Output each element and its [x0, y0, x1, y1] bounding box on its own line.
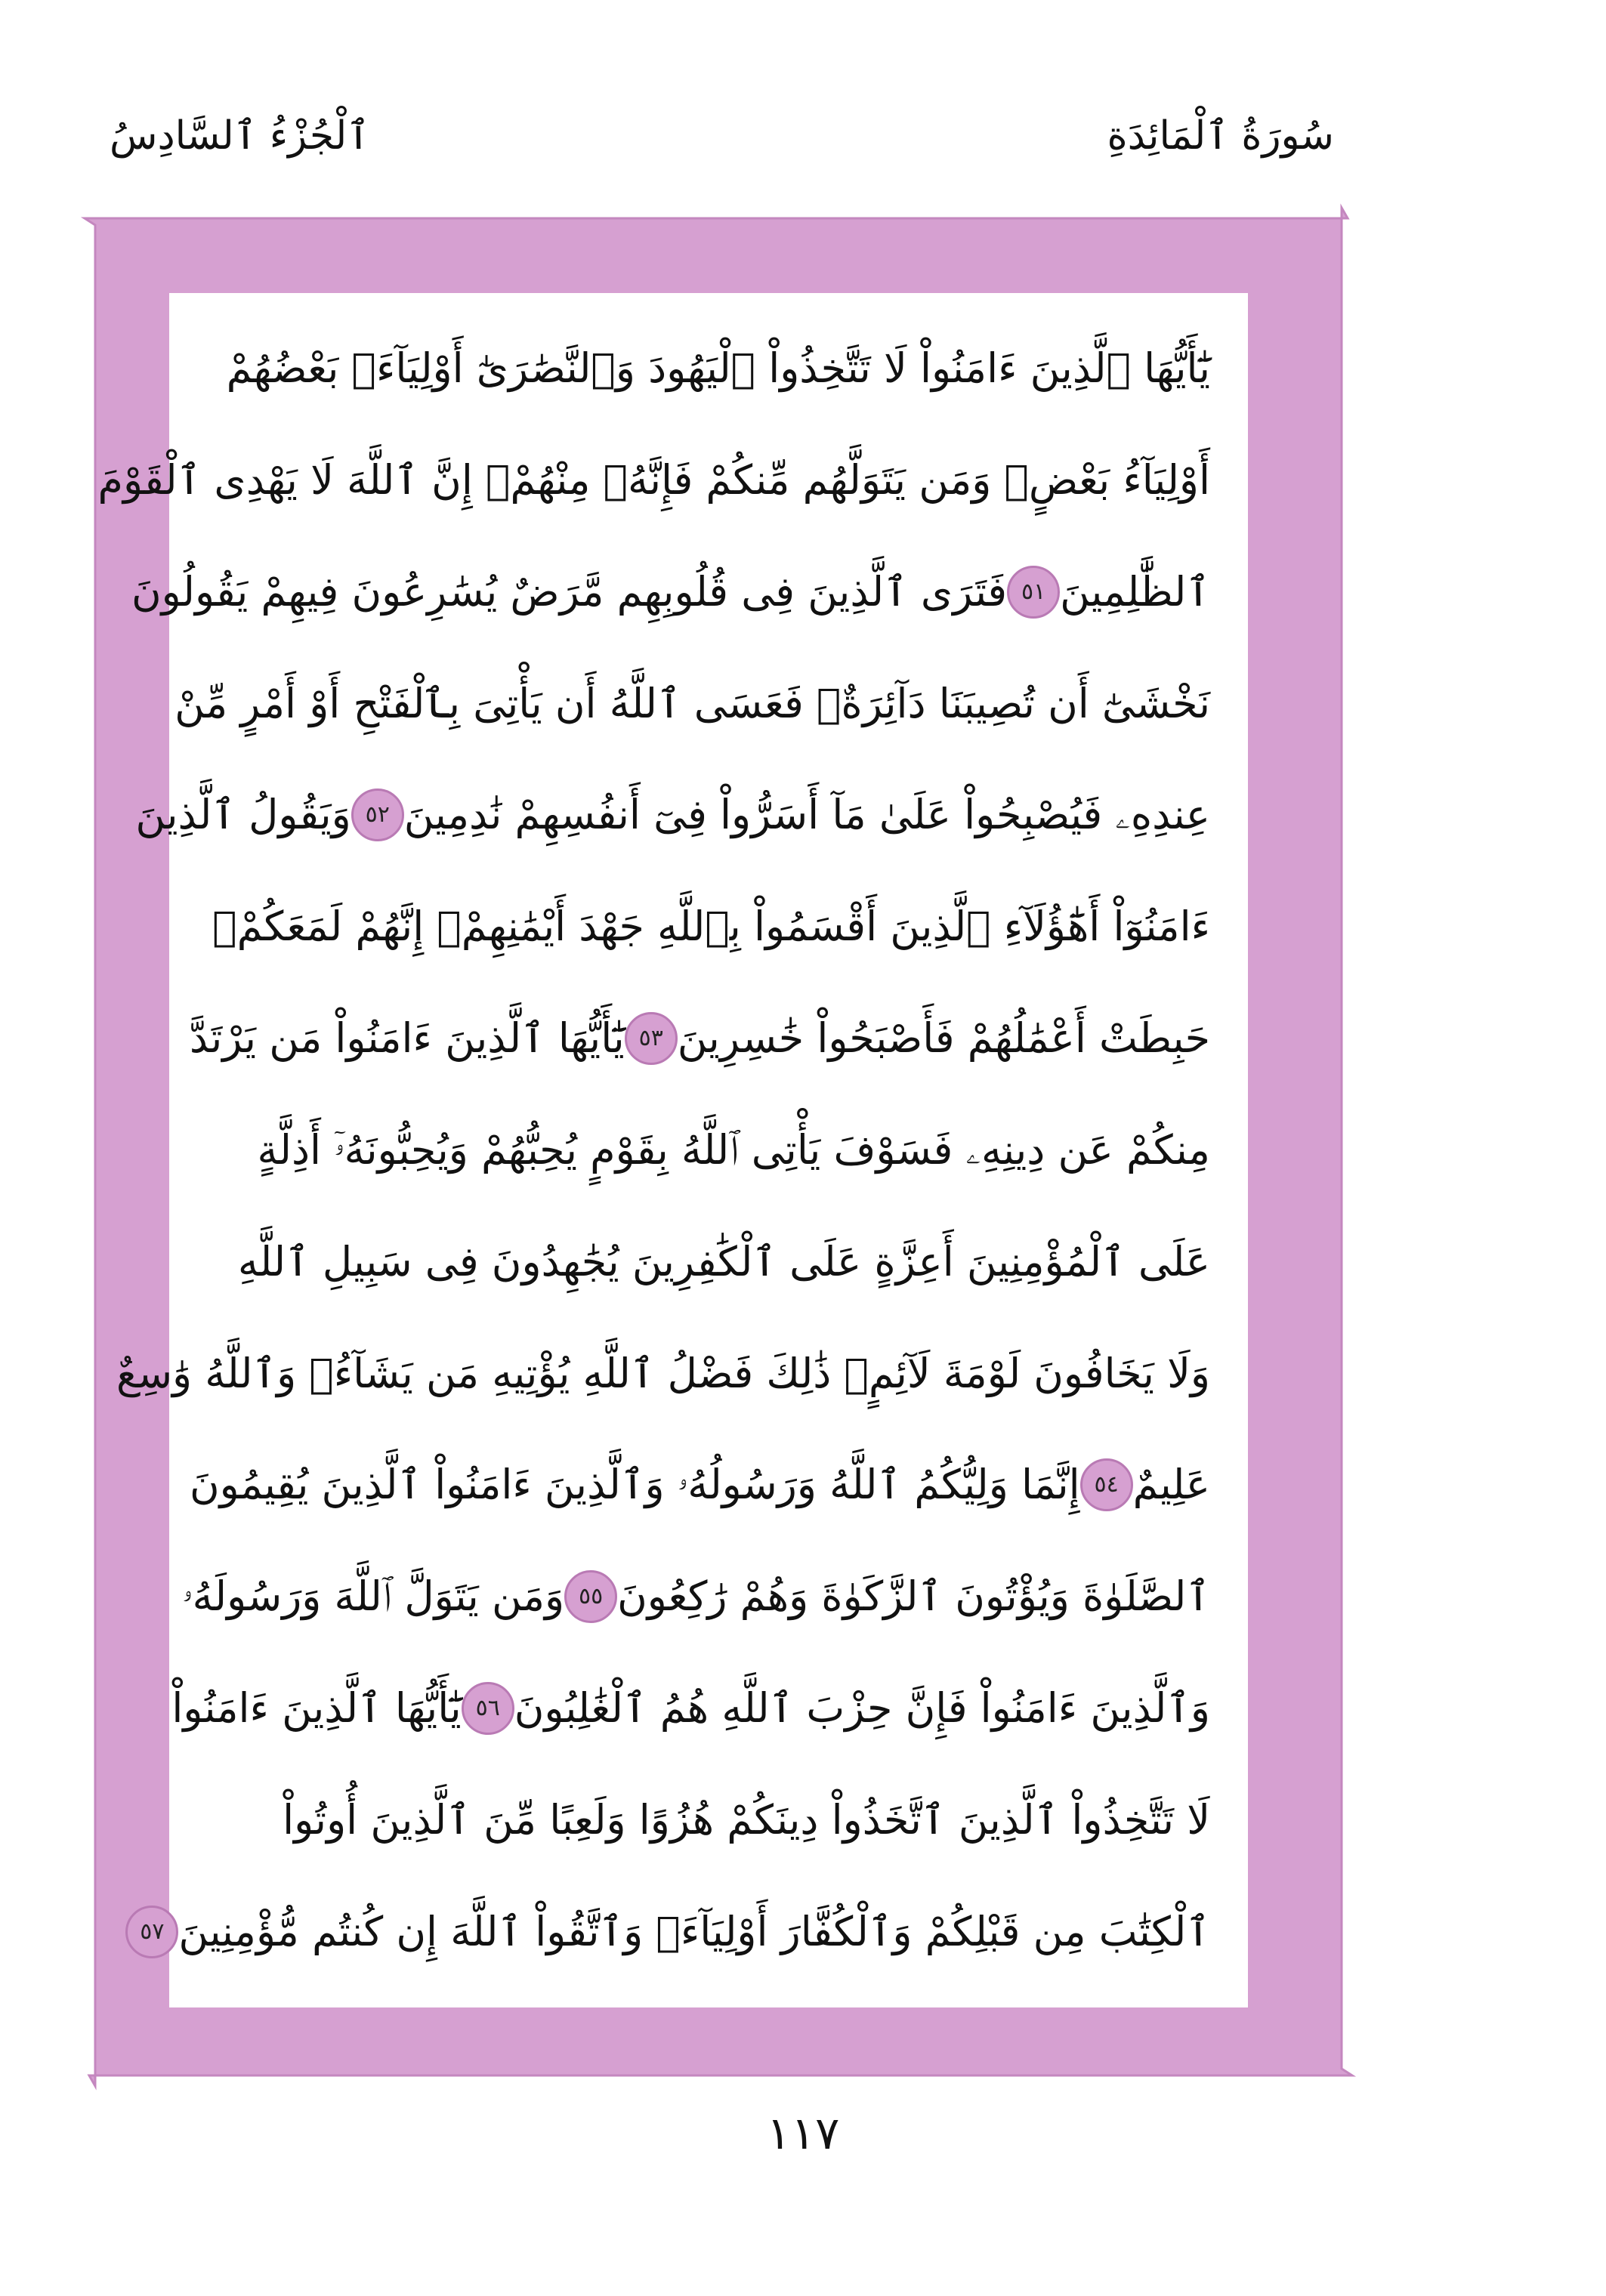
- ayah-number-marker: ٥٥: [564, 1570, 617, 1623]
- verse-line: [97, 435, 1210, 526]
- verse-line: [182, 1551, 1210, 1642]
- verse-line: [207, 1775, 1210, 1866]
- verse-text: أَوْلِيَآءُ بَعْضٍۚ وَمَن يَتَوَلَّهُم مِّنكُمْ فَإِنَّهُۥ مِنْهُمْۗ إِنَّ ٱللَّهَ لَا يَهْدِى ٱلْقَوْمَ: [97, 455, 1210, 504]
- verse-text: ءَامَنُوٓاْ أَهَٰٓؤُلَآءِ ٱلَّذِينَ أَقْسَمُواْ بِٱللَّهِ جَهْدَ أَيْمَٰنِهِمْۙ إِنَّهُمْ لَمَعَكُمْۚ: [212, 903, 1210, 951]
- verse-text: ٱلْكِتَٰبَ مِن قَبْلِكُمْ وَٱلْكُفَّارَ أَوْلِيَآءَۚ وَٱتَّقُواْ ٱللَّهَ إِن كُنتُم مُّؤْمِنِينَ: [178, 1907, 1210, 1955]
- verse-text: وَلَا يَخَافُونَ لَوْمَةَ لَآئِمٍۚ ذَٰلِكَ فَضْلُ ٱللَّهِ يُؤْتِيهِ مَن يَشَآءُۚ وَٱللَّهُ وَٰسِعٌ: [116, 1349, 1210, 1397]
- verse-line: [207, 881, 1210, 972]
- surah-name-header: سُورَةُ ٱلْمَائِدَةِ: [1107, 113, 1334, 159]
- verse-lines: [97, 323, 1210, 1977]
- verse-text: فَتَرَى ٱلَّذِينَ فِى قُلُوبِهِم مَّرَضٌ يُسَٰرِعُونَ فِيهِمْ يَقُولُونَ: [131, 567, 1008, 616]
- verse-text: إِنَّمَا وَلِيُّكُمُ ٱللَّهُ وَرَسُولُهُۥ وَٱلَّذِينَ ءَامَنُواْ ٱلَّذِينَ يُقِيمُونَ: [189, 1461, 1080, 1509]
- verse-line: [207, 1217, 1210, 1307]
- verse-text: عَلِيمٌ: [1132, 1461, 1210, 1509]
- ayah-number-marker: ٥٧: [125, 1906, 178, 1958]
- verse-line: [131, 547, 1210, 637]
- ayah-number-marker: ٥٦: [462, 1682, 514, 1735]
- verse-text: نَخْشَىٰٓ أَن تُصِيبَنَا دَآئِرَةٌۚ فَعَسَى ٱللَّهُ أَن يَأْتِىَ بِٱلْفَتْحِ أَوْ أَمْرٍ مِّنْ: [174, 679, 1210, 727]
- verse-line: [174, 659, 1210, 749]
- ayah-number-marker: ٥٢: [351, 788, 404, 841]
- verse-line: [140, 1887, 1210, 1977]
- verse-line: [189, 1440, 1210, 1530]
- ayah-number-marker: ٥٤: [1080, 1458, 1133, 1511]
- ayah-number-marker: ٥١: [1007, 566, 1060, 619]
- verse-line: [116, 1329, 1210, 1419]
- juz-name-header: ٱلْجُزْءُ ٱلسَّادِسُ: [110, 113, 370, 159]
- ayah-number-marker: ٥٣: [625, 1012, 678, 1065]
- verse-line: [189, 993, 1210, 1084]
- verse-text: وَمَن يَتَوَلَّ ٱللَّهَ وَرَسُولَهُۥ: [182, 1572, 565, 1621]
- verse-text: عَلَى ٱلْمُؤْمِنِينَ أَعِزَّةٍ عَلَى ٱلْكَٰفِرِينَ يُجَٰهِدُونَ فِى سَبِيلِ ٱللَّهِ: [237, 1237, 1210, 1285]
- verse-text: وَٱلَّذِينَ ءَامَنُواْ فَإِنَّ حِزْبَ ٱللَّهِ هُمُ ٱلْغَٰلِبُونَ: [514, 1684, 1210, 1733]
- verse-text: عِندِهِۦ فَيُصْبِحُواْ عَلَىٰ مَآ أَسَرُّواْ فِىٓ أَنفُسِهِمْ نَٰدِمِينَ: [403, 791, 1210, 839]
- verse-line: [135, 770, 1210, 860]
- verse-text: يَٰٓأَيُّهَا ٱلَّذِينَ ءَامَنُواْ لَا تَتَّخِذُواْ ٱلْيَهُودَ وَٱلنَّصَٰرَىٰٓ أَوْلِيَآءَۘ بَعْضُهُمْ: [226, 344, 1210, 392]
- verse-text: حَبِطَتْ أَعْمَٰلُهُمْ فَأَصْبَحُواْ خَٰسِرِينَ: [677, 1014, 1210, 1063]
- verse-line: [207, 1105, 1210, 1196]
- verse-text: مِنكُمْ عَن دِينِهِۦ فَسَوْفَ يَأْتِى ٱللَّهُ بِقَوْمٍ يُحِبُّهُمْ وَيُحِبُّونَهُۥٓ أَذِلَّةٍ: [257, 1125, 1210, 1174]
- verse-line: [171, 1663, 1210, 1754]
- verse-text: يَٰٓأَيُّهَا ٱلَّذِينَ ءَامَنُواْ: [171, 1684, 462, 1733]
- verse-text-area: [97, 293, 1248, 2007]
- verse-line: [207, 323, 1210, 414]
- page-number: ١١٧: [766, 2107, 840, 2160]
- verse-text: وَيَقُولُ ٱلَّذِينَ: [135, 791, 351, 839]
- verse-text: يَٰٓأَيُّهَا ٱلَّذِينَ ءَامَنُواْ مَن يَرْتَدَّ: [189, 1014, 625, 1063]
- verse-text: ٱلظَّٰلِمِينَ: [1060, 567, 1210, 616]
- verse-text: لَا تَتَّخِذُواْ ٱلَّذِينَ ٱتَّخَذُواْ دِينَكُمْ هُزُوًا وَلَعِبًا مِّنَ ٱلَّذِينَ أُوتُواْ: [283, 1795, 1210, 1844]
- verse-text: ٱلصَّلَوٰةَ وَيُؤْتُونَ ٱلزَّكَوٰةَ وَهُمْ رَٰكِعُونَ: [617, 1572, 1210, 1621]
